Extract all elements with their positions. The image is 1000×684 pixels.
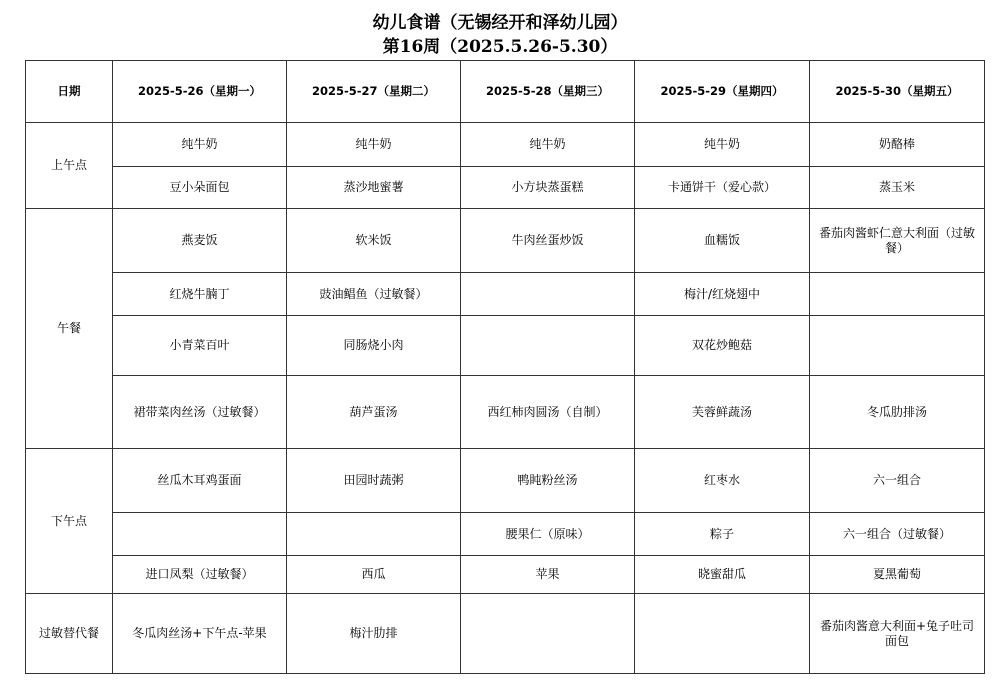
menu-cell: 纯牛奶 <box>461 123 635 167</box>
menu-cell <box>635 594 810 674</box>
menu-cell <box>461 316 635 376</box>
day-header: 2025-5-30（星期五） <box>810 61 985 123</box>
menu-cell: 进口凤梨（过敏餐） <box>113 556 287 594</box>
menu-cell: 梅汁肋排 <box>287 594 461 674</box>
menu-cell: 西瓜 <box>287 556 461 594</box>
menu-cell: 冬瓜肋排汤 <box>810 376 985 449</box>
section-label-morning-snack: 上午点 <box>26 123 113 209</box>
table-row <box>26 316 985 376</box>
menu-cell: 六一组合 <box>810 449 985 513</box>
section-label-afternoon-snack: 下午点 <box>26 449 113 594</box>
day-header: 2025-5-28（星期三） <box>461 61 635 123</box>
section-label-allergy: 过敏替代餐 <box>26 594 113 674</box>
menu-cell: 同肠烧小肉 <box>287 316 461 376</box>
menu-cell: 田园时蔬粥 <box>287 449 461 513</box>
menu-cell: 西红柿肉圆汤（自制） <box>461 376 635 449</box>
menu-cell <box>810 273 985 316</box>
table-row <box>26 594 985 674</box>
menu-cell: 芙蓉鲜蔬汤 <box>635 376 810 449</box>
page-title: 幼儿食谱（无锡经开和泽幼儿园） <box>372 13 628 33</box>
menu-cell: 小方块蒸蛋糕 <box>461 167 635 209</box>
menu-cell: 蒸玉米 <box>810 167 985 209</box>
menu-cell: 卡通饼干（爱心款） <box>635 167 810 209</box>
menu-cell: 丝瓜木耳鸡蛋面 <box>113 449 287 513</box>
table-row <box>26 209 985 273</box>
table-row <box>26 556 985 594</box>
table-row <box>26 273 985 316</box>
menu-cell <box>461 273 635 316</box>
menu-cell: 番茄肉酱虾仁意大利面（过敏餐） <box>810 209 985 273</box>
menu-cell: 双花炒鲍菇 <box>635 316 810 376</box>
menu-cell: 苹果 <box>461 556 635 594</box>
menu-cell: 晓蜜甜瓜 <box>635 556 810 594</box>
day-header: 2025-5-29（星期四） <box>635 61 810 123</box>
menu-cell: 夏黑葡萄 <box>810 556 985 594</box>
date-label-cell: 日期 <box>26 61 113 123</box>
menu-cell: 蒸沙地蜜薯 <box>287 167 461 209</box>
table-row <box>26 167 985 209</box>
day-header: 2025-5-27（星期二） <box>287 61 461 123</box>
menu-cell: 红烧牛腩丁 <box>113 273 287 316</box>
menu-cell: 小青菜百叶 <box>113 316 287 376</box>
menu-cell: 冬瓜肉丝汤+下午点-苹果 <box>113 594 287 674</box>
menu-cell: 葫芦蛋汤 <box>287 376 461 449</box>
menu-cell: 软米饭 <box>287 209 461 273</box>
menu-cell: 奶酪棒 <box>810 123 985 167</box>
menu-cell: 豆小朵面包 <box>113 167 287 209</box>
table-row <box>26 123 985 167</box>
menu-cell <box>287 513 461 556</box>
table-row <box>26 376 985 449</box>
menu-cell: 燕麦饭 <box>113 209 287 273</box>
menu-cell: 鸭盹粉丝汤 <box>461 449 635 513</box>
menu-cell <box>461 594 635 674</box>
menu-cell: 腰果仁（原味） <box>461 513 635 556</box>
table-row <box>26 513 985 556</box>
menu-cell: 粽子 <box>635 513 810 556</box>
page-subtitle: 第16周（2025.5.26-5.30） <box>382 37 618 57</box>
menu-cell: 红枣水 <box>635 449 810 513</box>
menu-cell: 裙带菜肉丝汤（过敏餐） <box>113 376 287 449</box>
menu-cell: 六一组合（过敏餐） <box>810 513 985 556</box>
header-row <box>26 61 985 123</box>
menu-cell: 番茄肉酱意大利面+兔子吐司面包 <box>810 594 985 674</box>
menu-cell: 纯牛奶 <box>113 123 287 167</box>
menu-table <box>25 60 985 674</box>
menu-cell <box>113 513 287 556</box>
menu-cell: 豉油鲳鱼（过敏餐） <box>287 273 461 316</box>
menu-cell <box>810 316 985 376</box>
menu-cell: 牛肉丝蛋炒饭 <box>461 209 635 273</box>
day-header: 2025-5-26（星期一） <box>113 61 287 123</box>
table-row <box>26 449 985 513</box>
menu-cell: 梅汁/红烧翅中 <box>635 273 810 316</box>
menu-cell: 纯牛奶 <box>287 123 461 167</box>
section-label-lunch: 午餐 <box>26 209 113 449</box>
menu-cell: 血糯饭 <box>635 209 810 273</box>
menu-cell: 纯牛奶 <box>635 123 810 167</box>
